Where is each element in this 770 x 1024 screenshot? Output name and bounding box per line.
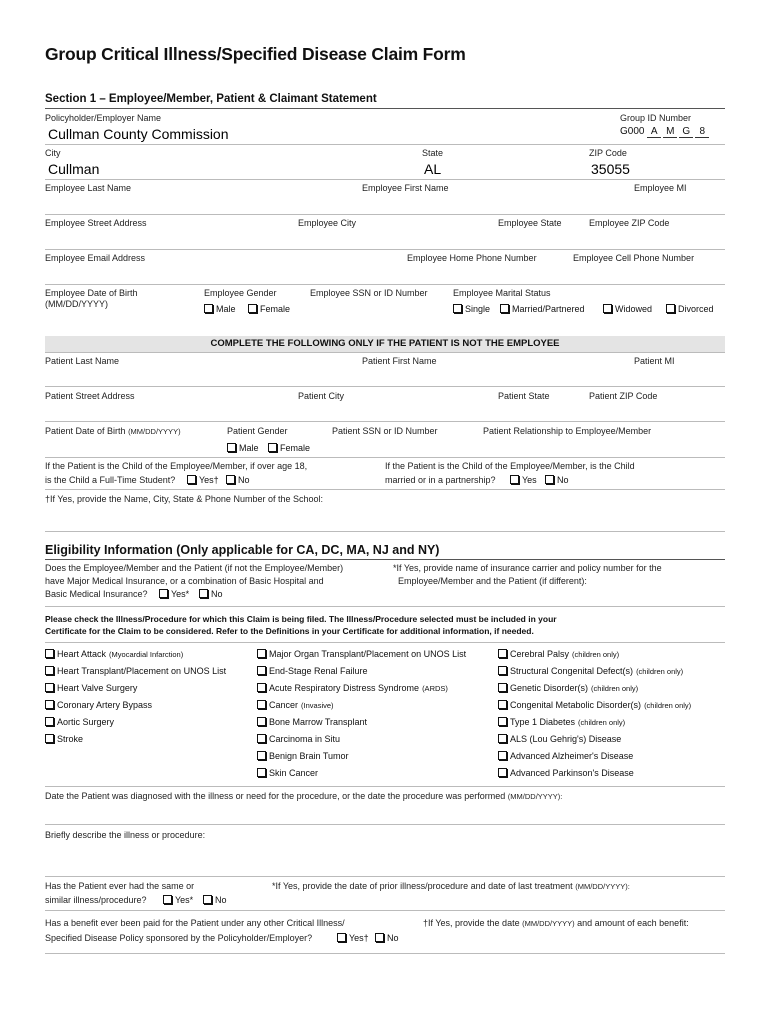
emp-last-name-label: Employee Last Name bbox=[45, 183, 132, 193]
checkbox-icon bbox=[500, 304, 509, 313]
illness-label: Structural Congenital Defect(s) bbox=[510, 666, 634, 676]
illness-checkbox[interactable] bbox=[45, 733, 83, 745]
checkbox-icon bbox=[498, 649, 507, 658]
checkbox-icon bbox=[163, 895, 172, 904]
checkbox-icon bbox=[545, 475, 554, 484]
checkbox-icon bbox=[45, 717, 54, 726]
patient-state-label: Patient State bbox=[498, 391, 550, 401]
emp-dob-label: Employee Date of Birth bbox=[45, 288, 138, 298]
checkbox-icon bbox=[510, 475, 519, 484]
patient-ssn-label: Patient SSN or ID Number bbox=[332, 426, 438, 436]
divider bbox=[45, 876, 725, 877]
illness-checkbox[interactable] bbox=[498, 733, 621, 745]
child-student-question: If the Patient is the Child of the Employee/Member, if over age 18, bbox=[45, 461, 308, 471]
checkbox-icon bbox=[257, 700, 266, 709]
child-student-yes-checkbox[interactable]: Yes† bbox=[187, 474, 219, 486]
form-title: Group Critical Illness/Specified Disease Claim Form bbox=[45, 44, 466, 64]
other-benefit-no-checkbox[interactable]: No bbox=[375, 932, 399, 944]
illness-instruction-2: Certificate for the Claim to be considered. Refer to the Definitions in your Certificate for additional information, if needed. bbox=[45, 626, 534, 636]
patient-gender-male-checkbox[interactable]: Male bbox=[227, 442, 259, 454]
illness-label: Stroke bbox=[57, 734, 84, 744]
eligibility-heading: Eligibility Information (Only applicable for CA, DC, MA, NJ and NY) bbox=[45, 543, 440, 557]
child-student-question-2: is the Child a Full-Time Student? bbox=[45, 475, 176, 485]
other-benefit-date-label: †If Yes, provide the date (MM/DD/YYYY) and amount of each benefit: bbox=[423, 918, 689, 928]
divider bbox=[45, 144, 725, 145]
illness-label: Congenital Metabolic Disorder(s) bbox=[510, 700, 642, 710]
divider bbox=[45, 421, 725, 422]
divider bbox=[45, 108, 725, 109]
illness-checkbox[interactable] bbox=[498, 767, 634, 779]
other-benefit-question: Has a benefit ever been paid for the Patient under any other Critical Illness/ bbox=[45, 918, 345, 928]
emp-gender-female-checkbox[interactable]: Female bbox=[248, 303, 290, 315]
emp-email-label: Employee Email Address bbox=[45, 253, 146, 263]
emp-marital-widowed-checkbox[interactable]: Widowed bbox=[603, 303, 652, 315]
illness-checkbox[interactable] bbox=[498, 750, 633, 762]
divider bbox=[45, 214, 725, 215]
child-student-no-checkbox[interactable]: No bbox=[226, 474, 250, 486]
group-id-char: 8 bbox=[695, 126, 709, 138]
illness-qualifier: (children only) bbox=[644, 701, 692, 710]
patient-street-label: Patient Street Address bbox=[45, 391, 135, 401]
divider bbox=[45, 531, 725, 532]
major-medical-yes-checkbox[interactable]: Yes* bbox=[159, 588, 189, 600]
emp-marital-label: Employee Marital Status bbox=[453, 288, 551, 298]
checkbox-icon bbox=[498, 734, 507, 743]
illness-label: Type 1 Diabetes bbox=[510, 717, 576, 727]
patient-dob-label: Patient Date of Birth (MM/DD/YYYY) bbox=[45, 426, 181, 436]
checkbox-icon bbox=[199, 589, 208, 598]
illness-label: Advanced Alzheimer's Disease bbox=[510, 751, 634, 761]
emp-ssn-label: Employee SSN or ID Number bbox=[310, 288, 428, 298]
checkbox-icon bbox=[257, 649, 266, 658]
emp-zip-label: Employee ZIP Code bbox=[589, 218, 670, 228]
divider bbox=[45, 457, 725, 458]
group-id-field[interactable] bbox=[620, 126, 711, 138]
emp-gender-label: Employee Gender bbox=[204, 288, 277, 298]
major-medical-no-checkbox[interactable]: No bbox=[199, 588, 223, 600]
patient-first-name-label: Patient First Name bbox=[362, 356, 437, 366]
illness-label: Major Organ Transplant/Placement on UNOS List bbox=[269, 649, 467, 659]
illness-qualifier: (children only) bbox=[572, 650, 620, 659]
emp-cell-phone-label: Employee Cell Phone Number bbox=[573, 253, 695, 263]
policyholder-field[interactable]: Cullman County Commission bbox=[48, 126, 229, 142]
group-id-char: A bbox=[647, 126, 661, 138]
illness-checkbox[interactable] bbox=[45, 716, 114, 728]
illness-checkbox[interactable] bbox=[498, 716, 625, 729]
divider bbox=[45, 386, 725, 387]
illness-instruction: Please check the Illness/Procedure for which this Claim is being filed. The Illness/Procedure selected must be included in your bbox=[45, 614, 557, 624]
checkbox-icon bbox=[45, 700, 54, 709]
illness-label: Carcinoma in Situ bbox=[269, 734, 341, 744]
illness-checkbox[interactable] bbox=[498, 682, 638, 695]
illness-checkbox[interactable] bbox=[498, 648, 619, 661]
emp-home-phone-label: Employee Home Phone Number bbox=[407, 253, 537, 263]
prior-illness-yes-checkbox[interactable]: Yes* bbox=[163, 894, 193, 906]
patient-relationship-label: Patient Relationship to Employee/Member bbox=[483, 426, 652, 436]
divider bbox=[45, 352, 725, 353]
checkbox-icon bbox=[498, 666, 507, 675]
illness-checkbox[interactable] bbox=[45, 682, 137, 694]
divider bbox=[45, 284, 725, 285]
emp-first-name-label: Employee First Name bbox=[362, 183, 449, 193]
diagnosis-date-label: Date the Patient was diagnosed with the illness or need for the procedure, or the date the procedure was performed (MM/DD/YYYY): bbox=[45, 791, 563, 801]
divider bbox=[45, 179, 725, 180]
illness-checkbox[interactable] bbox=[257, 665, 368, 677]
divider bbox=[45, 642, 725, 643]
checkbox-icon bbox=[257, 768, 266, 777]
divider bbox=[45, 489, 725, 490]
illness-qualifier: (Invasive) bbox=[301, 701, 334, 710]
illness-label: Advanced Parkinson's Disease bbox=[510, 768, 634, 778]
policyholder-label: Policyholder/Employer Name bbox=[45, 113, 162, 123]
checkbox-icon bbox=[257, 734, 266, 743]
illness-qualifier: (Myocardial Infarction) bbox=[109, 650, 184, 659]
illness-label: Coronary Artery Bypass bbox=[57, 700, 153, 710]
divider bbox=[45, 249, 725, 250]
illness-label: Heart Valve Surgery bbox=[57, 683, 138, 693]
eligibility-q2-2: Employee/Member and the Patient (if different): bbox=[398, 576, 587, 586]
checkbox-icon bbox=[257, 666, 266, 675]
illness-qualifier: (children only) bbox=[578, 718, 626, 727]
emp-state-label: Employee State bbox=[498, 218, 562, 228]
illness-label: Acute Respiratory Distress Syndrome bbox=[269, 683, 420, 693]
other-benefit-yes-checkbox[interactable]: Yes† bbox=[337, 932, 369, 944]
emp-marital-married-checkbox[interactable]: Married/Partnered bbox=[500, 303, 585, 315]
emp-dob-format: (MM/DD/YYYY) bbox=[45, 299, 108, 309]
emp-marital-single-checkbox[interactable]: Single bbox=[453, 303, 490, 315]
illness-checkbox[interactable] bbox=[257, 767, 318, 779]
checkbox-icon bbox=[45, 734, 54, 743]
checkbox-icon bbox=[257, 751, 266, 760]
eligibility-q1-3: Basic Medical Insurance? bbox=[45, 589, 148, 599]
illness-checkbox[interactable] bbox=[45, 665, 226, 677]
prior-illness-date-label: *If Yes, provide the date of prior illness/procedure and date of last treatment (MM/DD/YYYY): bbox=[272, 881, 630, 891]
divider bbox=[45, 953, 725, 954]
emp-city-label: Employee City bbox=[298, 218, 357, 228]
checkbox-icon bbox=[268, 443, 277, 452]
illness-label: Benign Brain Tumor bbox=[269, 751, 349, 761]
illness-checkbox[interactable] bbox=[257, 648, 466, 660]
divider bbox=[45, 824, 725, 825]
checkbox-icon bbox=[498, 700, 507, 709]
illness-checkbox[interactable] bbox=[257, 733, 340, 745]
section1-heading: Section 1 – Employee/Member, Patient & Claimant Statement bbox=[45, 93, 377, 105]
illness-label: ALS (Lou Gehrig's) Disease bbox=[510, 734, 622, 744]
group-id-char: G bbox=[679, 126, 693, 138]
checkbox-icon bbox=[45, 666, 54, 675]
patient-mi-label: Patient MI bbox=[634, 356, 675, 366]
prior-illness-question: Has the Patient ever had the same or bbox=[45, 881, 195, 891]
checkbox-icon bbox=[498, 768, 507, 777]
checkbox-icon bbox=[498, 717, 507, 726]
city-field[interactable]: Cullman bbox=[48, 161, 100, 177]
group-id-label: Group ID Number bbox=[620, 113, 692, 123]
describe-illness-label: Briefly describe the illness or procedure: bbox=[45, 830, 206, 840]
child-married-question-2: married or in a partnership? bbox=[385, 475, 496, 485]
illness-qualifier: (children only) bbox=[591, 684, 639, 693]
other-benefit-question-2: Specified Disease Policy sponsored by the Policyholder/Employer? bbox=[45, 933, 313, 943]
checkbox-icon bbox=[248, 304, 257, 313]
checkbox-icon bbox=[226, 475, 235, 484]
illness-label: Bone Marrow Transplant bbox=[269, 717, 368, 727]
illness-checkbox[interactable] bbox=[257, 750, 349, 762]
checkbox-icon bbox=[45, 649, 54, 658]
illness-label: Genetic Disorder(s) bbox=[510, 683, 589, 693]
divider bbox=[45, 910, 725, 911]
checkbox-icon bbox=[45, 683, 54, 692]
checkbox-icon bbox=[204, 304, 213, 313]
emp-marital-divorced-checkbox[interactable]: Divorced bbox=[666, 303, 714, 315]
prior-illness-question-2: similar illness/procedure? bbox=[45, 895, 147, 905]
patient-zip-label: Patient ZIP Code bbox=[589, 391, 658, 401]
illness-label: Heart Transplant/Placement on UNOS List bbox=[57, 666, 227, 676]
checkbox-icon bbox=[227, 443, 236, 452]
illness-checkbox[interactable] bbox=[257, 682, 448, 695]
illness-label: Heart Attack bbox=[57, 649, 107, 659]
illness-checkbox[interactable] bbox=[45, 648, 183, 661]
checkbox-icon bbox=[498, 683, 507, 692]
child-married-yes-checkbox[interactable]: Yes bbox=[510, 474, 537, 486]
child-married-question: If the Patient is the Child of the Employee/Member, is the Child bbox=[385, 461, 635, 471]
patient-gender-label: Patient Gender bbox=[227, 426, 288, 436]
eligibility-q1: Does the Employee/Member and the Patient (if not the Employee/Member) bbox=[45, 563, 344, 573]
eligibility-q1-2: have Major Medical Insurance, or a combination of Basic Hospital and bbox=[45, 576, 324, 586]
checkbox-icon bbox=[187, 475, 196, 484]
checkbox-icon bbox=[498, 751, 507, 760]
group-id-prefix: G000 bbox=[620, 126, 645, 137]
illness-qualifier: (children only) bbox=[636, 667, 684, 676]
eligibility-q2: *If Yes, provide name of insurance carrier and policy number for the bbox=[393, 563, 662, 573]
illness-checkbox[interactable] bbox=[257, 699, 334, 712]
group-id-char: M bbox=[663, 126, 677, 138]
school-info-label: †If Yes, provide the Name, City, State & Phone Number of the School: bbox=[45, 494, 323, 504]
state-label: State bbox=[422, 148, 444, 158]
checkbox-icon bbox=[666, 304, 675, 313]
illness-label: End-Stage Renal Failure bbox=[269, 666, 368, 676]
checkbox-icon bbox=[603, 304, 612, 313]
illness-checkbox[interactable] bbox=[257, 716, 367, 728]
city-label: City bbox=[45, 148, 61, 158]
patient-gender-female-checkbox[interactable]: Female bbox=[268, 442, 310, 454]
patient-city-label: Patient City bbox=[298, 391, 345, 401]
checkbox-icon bbox=[337, 933, 346, 942]
zip-label: ZIP Code bbox=[589, 148, 627, 158]
illness-checkbox[interactable] bbox=[45, 699, 152, 711]
illness-label: Aortic Surgery bbox=[57, 717, 115, 727]
illness-qualifier: (ARDS) bbox=[422, 684, 448, 693]
patient-section-heading: COMPLETE THE FOLLOWING ONLY IF THE PATIENT IS NOT THE EMPLOYEE bbox=[210, 338, 560, 349]
checkbox-icon bbox=[257, 717, 266, 726]
checkbox-icon bbox=[257, 683, 266, 692]
illness-checkbox[interactable] bbox=[498, 665, 683, 678]
divider bbox=[45, 786, 725, 787]
emp-gender-male-checkbox[interactable]: Male bbox=[204, 303, 236, 315]
checkbox-icon bbox=[375, 933, 384, 942]
checkbox-icon bbox=[203, 895, 212, 904]
prior-illness-no-checkbox[interactable]: No bbox=[203, 894, 227, 906]
state-field[interactable]: AL bbox=[424, 161, 442, 177]
divider bbox=[45, 559, 725, 560]
illness-label: Cancer bbox=[269, 700, 299, 710]
illness-checkbox[interactable] bbox=[498, 699, 691, 712]
zip-field[interactable]: 35055 bbox=[591, 161, 630, 177]
child-married-no-checkbox[interactable]: No bbox=[545, 474, 569, 486]
checkbox-icon bbox=[453, 304, 462, 313]
patient-last-name-label: Patient Last Name bbox=[45, 356, 120, 366]
checkbox-icon bbox=[159, 589, 168, 598]
illness-label: Skin Cancer bbox=[269, 768, 319, 778]
illness-label: Cerebral Palsy bbox=[510, 649, 570, 659]
emp-street-label: Employee Street Address bbox=[45, 218, 147, 228]
emp-mi-label: Employee MI bbox=[634, 183, 687, 193]
divider bbox=[45, 606, 725, 607]
